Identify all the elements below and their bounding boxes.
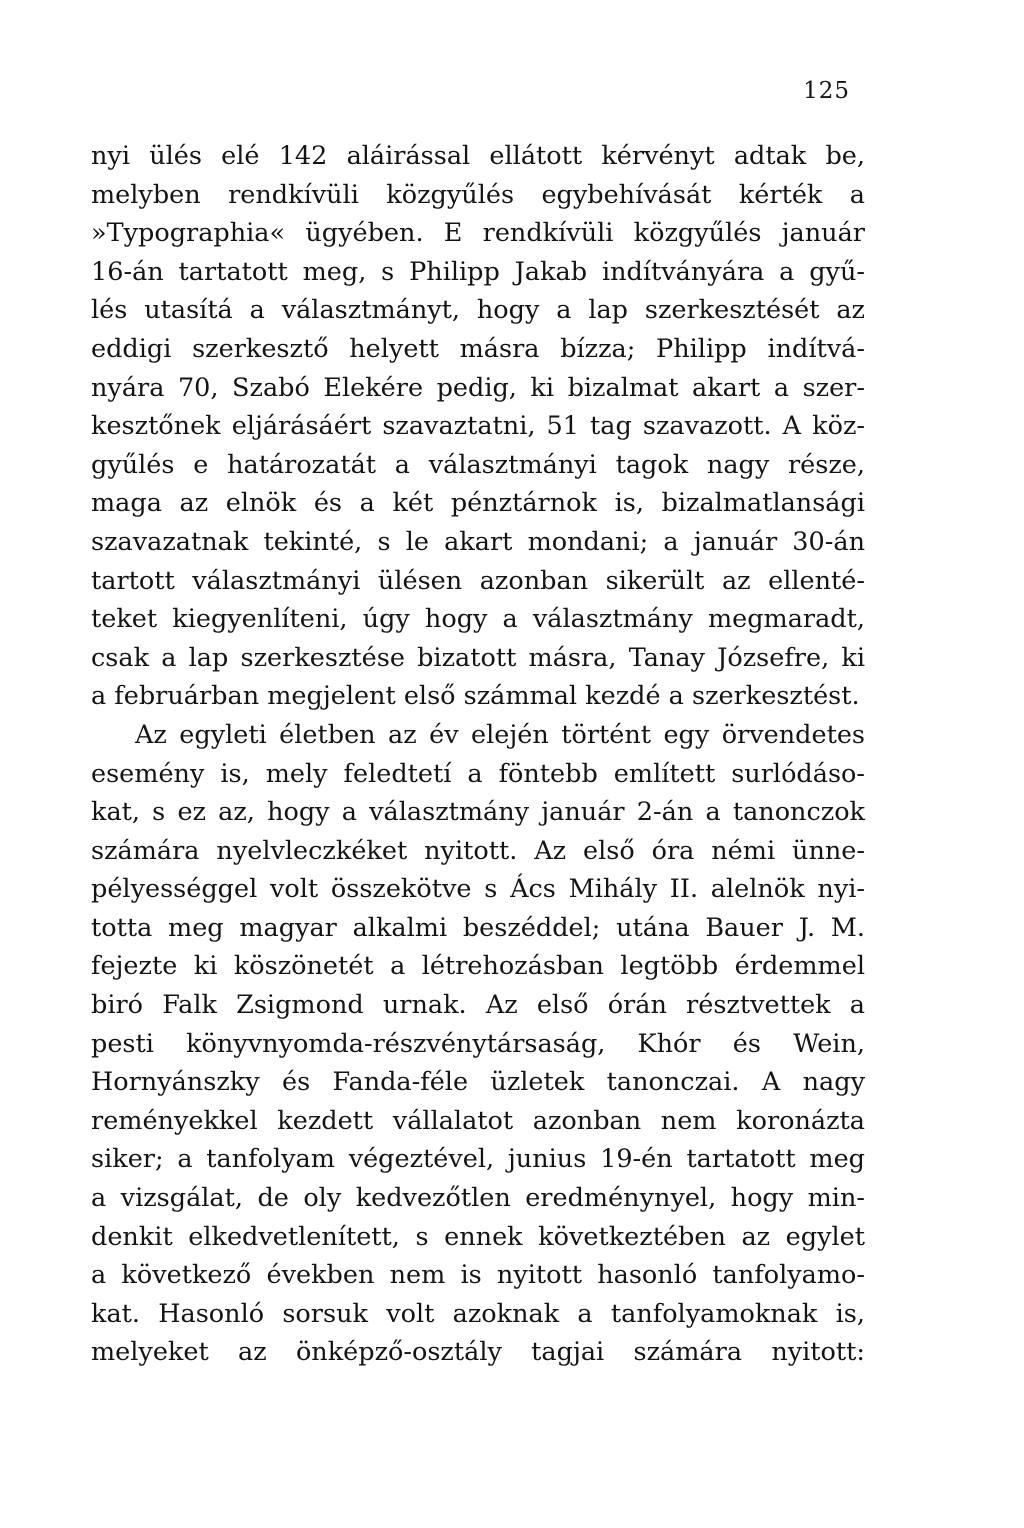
text-line: fejezte ki köszönetét a létrehozásban legtöbb érdemmel	[91, 951, 865, 982]
text-line: melyeket az önképző-osztály tagjai számára nyitott:	[91, 1337, 865, 1368]
text-line: reményekkel kezdett vállalatot azonban nem koronázta	[91, 1105, 865, 1136]
text-line: esemény is, mely feledtetí a föntebb említett surlódáso-	[91, 758, 865, 789]
text-line: denkit elkedvetlenített, s ennek következtében az egylet	[91, 1221, 865, 1252]
text-line: eddigi szerkesztő helyett másra bízza; Philipp indítvá-	[91, 333, 865, 364]
text-line: »Typographia« ügyében. E rendkívüli közgyűlés január	[91, 218, 865, 249]
text-line: tartott választmányi ülésen azonban sikerült az ellenté-	[91, 565, 865, 596]
text-line: szavazatnak tekinté, s le akart mondani; a január 30-án	[91, 526, 865, 557]
text-line: kat, s ez az, hogy a választmány január 2-án a tanonczok	[91, 797, 865, 828]
text-line: Hornyánszky és Fanda-féle üzletek tanonczai. A nagy	[91, 1067, 865, 1098]
text-line: kat. Hasonló sorsuk volt azoknak a tanfolyamoknak is,	[91, 1298, 865, 1329]
text-line: számára nyelvleczkéket nyitott. Az első óra némi ünne-	[91, 835, 865, 866]
text-line: gyűlés e határozatát a választmányi tagok nagy része,	[91, 449, 865, 480]
text-line: melyben rendkívüli közgyűlés egybehívását kérték a	[91, 179, 865, 210]
text-line: totta meg magyar alkalmi beszéddel; utána Bauer J. M.	[91, 912, 865, 943]
text-line: lés utasítá a választmányt, hogy a lap szerkesztését az	[91, 295, 865, 326]
page-number: 125	[803, 78, 850, 104]
text-line: kesztőnek eljárásáért szavaztatni, 51 tag szavazott. A köz-	[91, 411, 865, 442]
text-line: a februárban megjelent első számmal kezdé a szerkesztést.	[91, 681, 860, 712]
text-line: a vizsgálat, de oly kedvezőtlen eredménynyel, hogy min-	[91, 1183, 865, 1214]
text-line: teket kiegyenlíteni, úgy hogy a választmány megmaradt,	[91, 604, 865, 635]
text-line: csak a lap szerkesztése bizatott másra, Tanay Józsefre, ki	[91, 642, 865, 673]
text-line: a következő években nem is nyitott hasonló tanfolyamo-	[91, 1260, 865, 1291]
text-line: Az egyleti életben az év elején történt egy örvendetes	[135, 719, 865, 750]
text-line: nyára 70, Szabó Elekére pedig, ki bizalmat akart a szer-	[91, 372, 865, 403]
text-line: siker; a tanfolyam végeztével, junius 19-én tartatott meg	[91, 1144, 865, 1175]
text-line: pélyességgel volt összekötve s Ács Mihály II. alelnök nyi-	[91, 874, 865, 905]
text-line: pesti könyvnyomda-részvénytársaság, Khór és Wein,	[91, 1028, 865, 1059]
text-line: biró Falk Zsigmond urnak. Az első órán résztvettek a	[91, 990, 865, 1021]
text-line: nyi ülés elé 142 aláirással ellátott kérvényt adtak be,	[91, 141, 865, 171]
body-text	[91, 137, 865, 1372]
text-line: 16-án tartatott meg, s Philipp Jakab indítványára a gyű-	[91, 256, 865, 287]
text-line: maga az elnök és a két pénztárnok is, bizalmatlansági	[91, 488, 865, 519]
